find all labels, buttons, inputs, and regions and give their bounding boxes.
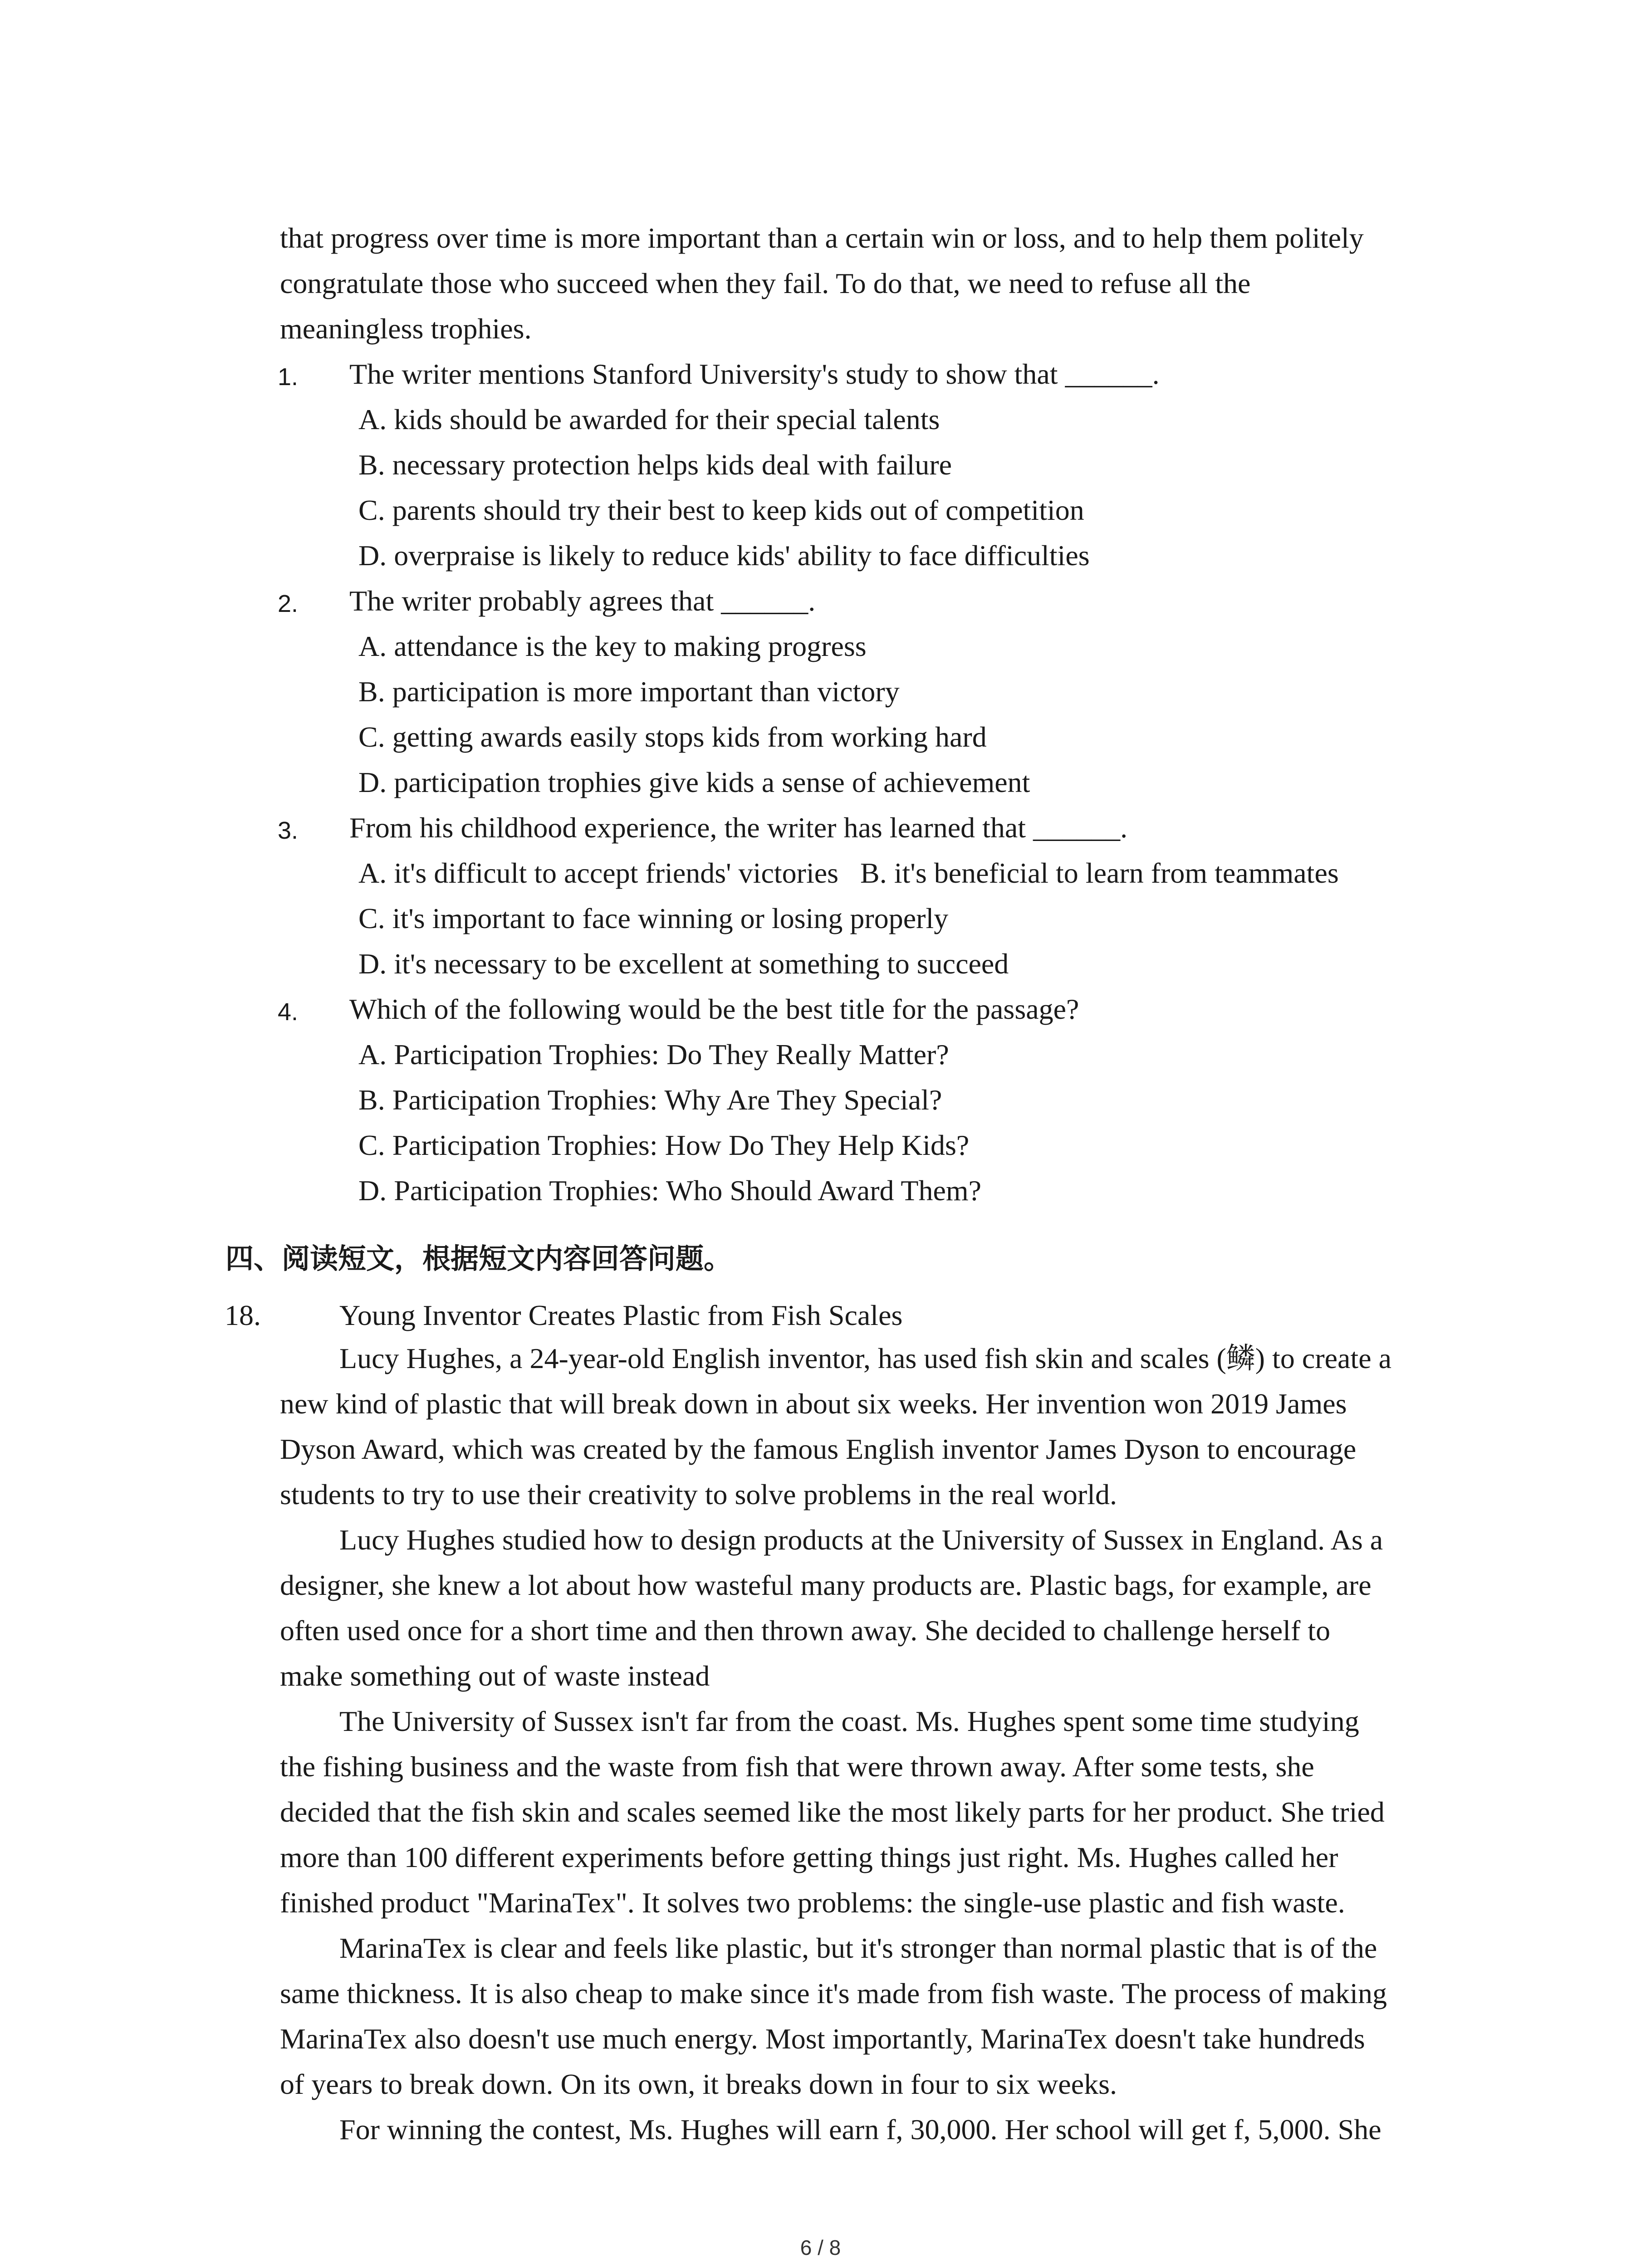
answer-option: B. necessary protection helps kids deal with failure bbox=[358, 449, 952, 481]
answer-option: A. attendance is the key to making progress bbox=[358, 630, 867, 662]
answer-option: D. participation trophies give kids a sense of achievement bbox=[358, 766, 1030, 798]
answer-option: D. overpraise is likely to reduce kids' ability to face difficulties bbox=[358, 539, 1090, 572]
passage-line: decided that the fish skin and scales seemed like the most likely parts for her product. She tried bbox=[280, 1796, 1385, 1828]
passage-line: often used once for a short time and then thrown away. She decided to challenge herself to bbox=[280, 1614, 1331, 1647]
passage-line: of years to break down. On its own, it breaks down in four to six weeks. bbox=[280, 2068, 1117, 2100]
passage-line: more than 100 different experiments before getting things just right. Ms. Hughes called her bbox=[280, 1841, 1338, 1873]
passage-title: Young Inventor Creates Plastic from Fish Scales bbox=[339, 1299, 903, 1331]
answer-option: D. Participation Trophies: Who Should Award Them? bbox=[358, 1174, 982, 1207]
page-number: 6 / 8 bbox=[800, 2236, 841, 2259]
question-stem: The writer probably agrees that ______. bbox=[349, 585, 816, 617]
answer-option: B. participation is more important than victory bbox=[358, 675, 900, 708]
answer-option: B. Participation Trophies: Why Are They Special? bbox=[358, 1084, 942, 1116]
answer-option: A. Participation Trophies: Do They Really Matter? bbox=[358, 1038, 949, 1070]
question-number: 2. bbox=[278, 590, 299, 617]
passage-line: The University of Sussex isn't far from the coast. Ms. Hughes spent some time studying bbox=[339, 1705, 1359, 1737]
answer-option: D. it's necessary to be excellent at something to succeed bbox=[358, 948, 1009, 980]
question-number: 4. bbox=[278, 998, 299, 1026]
question-number: 18. bbox=[225, 1299, 261, 1331]
passage-line: MarinaTex also doesn't use much energy. Most importantly, MarinaTex doesn't take hundreds bbox=[280, 2023, 1365, 2055]
answer-option: C. getting awards easily stops kids from working hard bbox=[358, 721, 987, 753]
passage-line: designer, she knew a lot about how wasteful many products are. Plastic bags, for example, are bbox=[280, 1569, 1372, 1601]
passage-line: Lucy Hughes studied how to design products at the University of Sussex in England. As a bbox=[339, 1524, 1383, 1556]
passage-line: finished product "MarinaTex". It solves two problems: the single-use plastic and fish waste. bbox=[280, 1887, 1345, 1919]
passage-line: For winning the contest, Ms. Hughes will earn f, 30,000. Her school will get f, 5,000. She bbox=[339, 2113, 1381, 2146]
passage-line: meaningless trophies. bbox=[280, 313, 532, 345]
section-heading: 四、阅读短文，根据短文内容回答问题。 bbox=[225, 1242, 732, 1275]
answer-option: C. it's important to face winning or losing properly bbox=[358, 902, 949, 934]
question-number: 3. bbox=[278, 817, 299, 844]
question-stem: The writer mentions Stanford University's study to show that ______. bbox=[349, 358, 1160, 390]
passage-line: Lucy Hughes, a 24-year-old English inventor, has used fish skin and scales (鳞) to create a bbox=[339, 1342, 1392, 1374]
passage-line: that progress over time is more important than a certain win or loss, and to help them politely bbox=[280, 222, 1364, 254]
passage-line: Dyson Award, which was created by the famous English inventor James Dyson to encourage bbox=[280, 1433, 1357, 1465]
passage-line: MarinaTex is clear and feels like plastic, but it's stronger than normal plastic that is of the bbox=[339, 1932, 1377, 1964]
passage-line: make something out of waste instead bbox=[280, 1660, 710, 1692]
passage-line: new kind of plastic that will break down in about six weeks. Her invention won 2019 James bbox=[280, 1388, 1347, 1420]
question-number: 1. bbox=[278, 363, 299, 391]
passage-line: same thickness. It is also cheap to make since it's made from fish waste. The process of making bbox=[280, 1977, 1387, 2009]
answer-option: C. parents should try their best to keep kids out of competition bbox=[358, 494, 1084, 526]
passage-line: the fishing business and the waste from fish that were thrown away. After some tests, she bbox=[280, 1750, 1314, 1783]
answer-option: C. Participation Trophies: How Do They Help Kids? bbox=[358, 1129, 970, 1161]
question-stem: Which of the following would be the best title for the passage? bbox=[349, 993, 1079, 1025]
answer-option: A. it's difficult to accept friends' victories B. it's beneficial to learn from teammates bbox=[358, 857, 1339, 889]
passage-line: students to try to use their creativity to solve problems in the real world. bbox=[280, 1478, 1117, 1510]
passage-line: congratulate those who succeed when they fail. To do that, we need to refuse all the bbox=[280, 267, 1251, 299]
answer-option: A. kids should be awarded for their special talents bbox=[358, 403, 940, 435]
question-stem: From his childhood experience, the writer has learned that ______. bbox=[349, 811, 1128, 844]
